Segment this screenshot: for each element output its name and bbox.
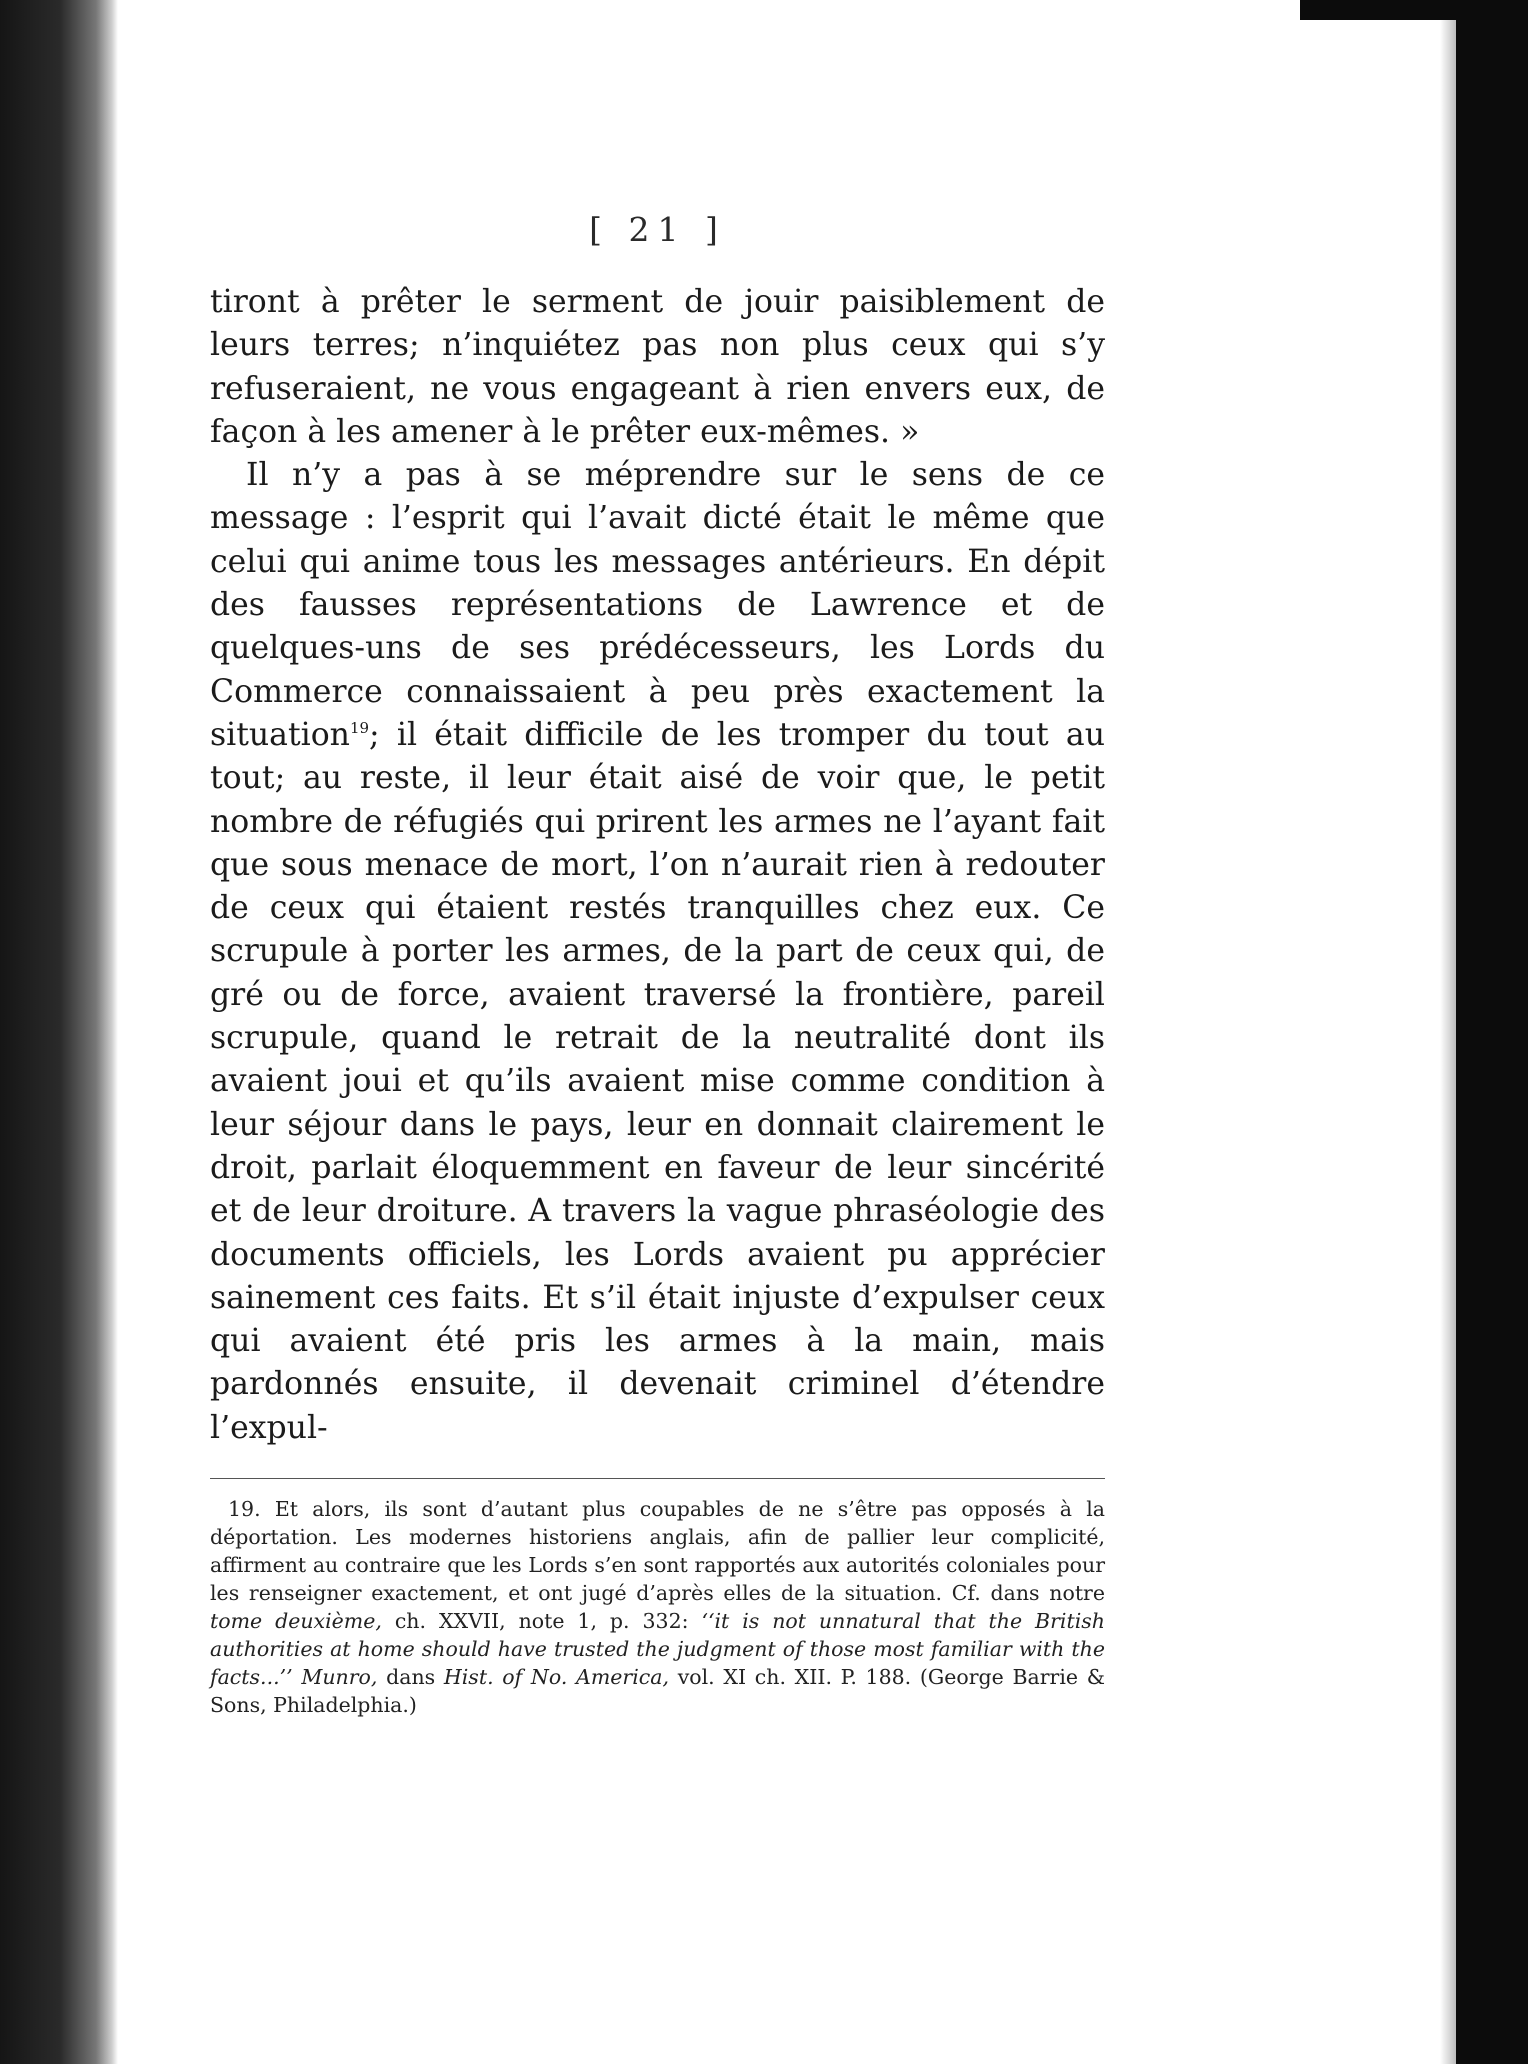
footnote-italic-1: tome deuxième, [210,1609,382,1634]
footnote-text-1: 19. Et alors, ils sont d’autant plus coupables de ne s’être pas opposés à la déportation. Les modernes historiens anglais, afin de pallier leur complicité, affirment au contraire que les Lords s’en sont rapportés aux autorités coloniales pour les renseigner exactement, et ont jugé d’après elles de la situation. Cf. dans notre [210,1497,1105,1606]
footnote-text-4: vol. XI ch. XII. P. 188. (George Barrie & Sons, Philadelphia.) [210,1665,1105,1718]
footnote-divider [210,1478,1105,1479]
paragraph-2 [210,454,1105,1450]
footnote-19 [210,1495,1105,1719]
body-text [210,281,1105,1450]
footnote-text-2: ch. XXVII, note 1, p. 332: [394,1609,689,1634]
footnote-text-3: dans [386,1665,436,1690]
scan-right-shadow [1440,0,1456,2064]
paragraph-2-end: ; il était difficile de les tromper du tout au tout; au reste, il leur était aisé de voir que, le petit nombre de réfugiés qui prirent les armes ne l’ayant fait que sous menace de mort, l’on n’aurait rien à redouter de ceux qui étaient restés tranquilles chez eux. Ce scrupule à porter les armes, de la part de ceux qui, de gré ou de force, avaient traversé la frontière, pareil scrupule, quand le retrait de la neutralité dont ils avaient joui et qu’ils avaient mise comme condition à leur séjour dans le pays, leur en donnait clairement le droit, parlait éloquemment en faveur de leur sincérité et de leur droiture. A travers la vague phraséologie des documents officiels, les Lords avaient pu apprécier sainement ces faits. Et s’il était injuste d’expulser ceux qui avaient été pris les armes à la main, mais pardonnés ensuite, il devenait criminel d’étendre l’expul- [210,716,1105,1446]
footnote-italic-3: Hist. of No. America, [443,1665,669,1690]
page-number: [ 21 ] [589,210,726,249]
scan-right-margin [1456,0,1528,2064]
book-page [210,210,1105,1719]
scan-left-margin [0,0,118,2064]
scan-top-corner [1300,0,1528,20]
footnote-italic-2: ‘‘it is not unnatural that the British authorities at home should have trusted the judgment of those most familiar with the facts...’’ Munro, [210,1609,1105,1690]
paragraph-2-start: Il n’y a pas à se méprendre sur le sens de ce message : l’esprit qui l’avait dicté était le même que celui qui anime tous les messages antérieurs. En dépit des fausses représentations de Lawrence et de quelques-uns de ses prédécesseurs, les Lords du Commerce connaissaient à peu près exactement la situation [210,457,1105,753]
footnote-reference: 19 [349,718,370,737]
paragraph-1: tiront à prêter le serment de jouir paisiblement de leurs terres; n’inquiétez pas non plus ceux qui s’y refuseraient, ne vous engageant à rien envers eux, de façon à les amener à le prêter eux-mêmes. » [210,284,1105,450]
